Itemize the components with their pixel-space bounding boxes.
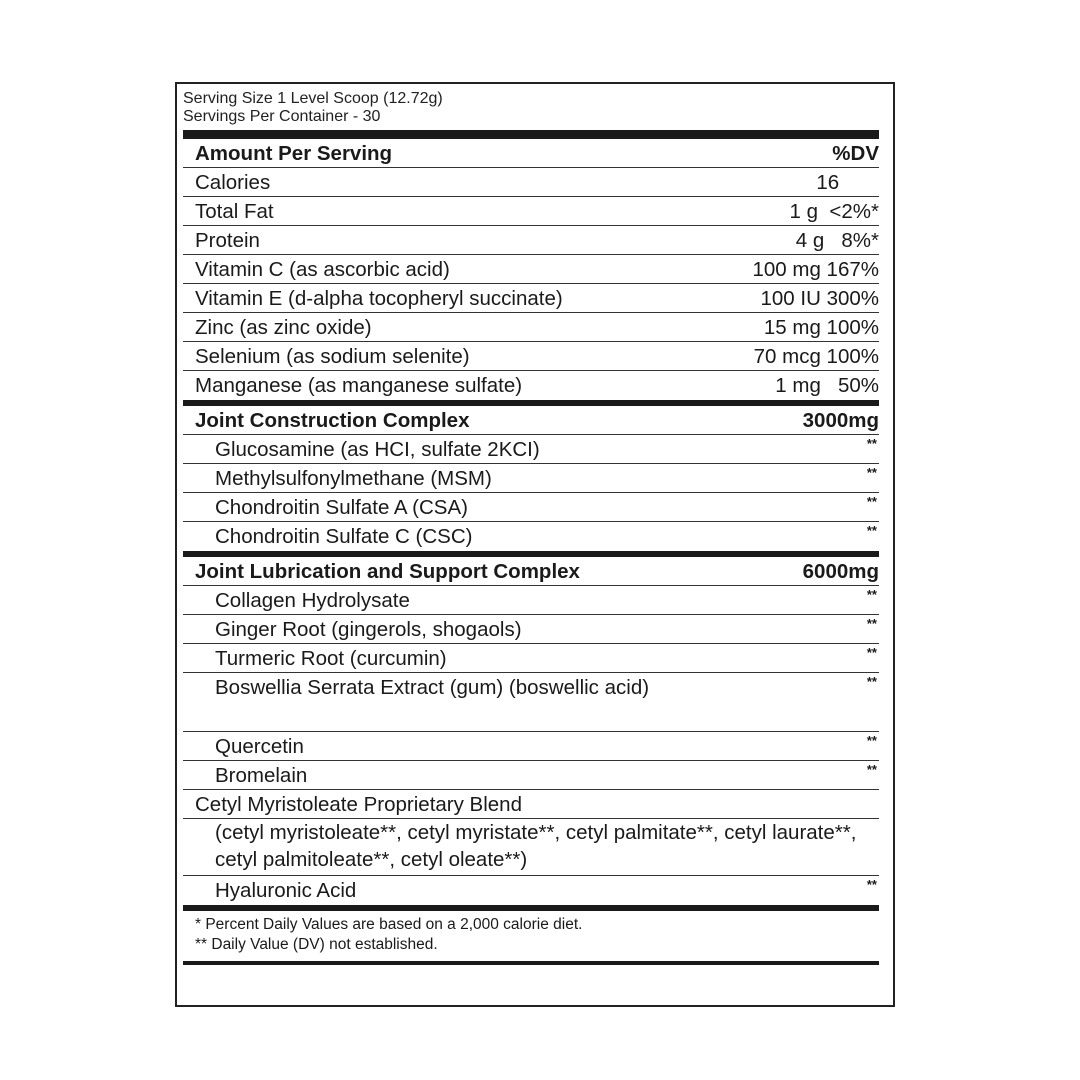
- dv-footnote: * Percent Daily Values are based on a 2,000 calorie diet.: [195, 916, 583, 933]
- ingredient-dv: **: [866, 877, 877, 892]
- nutrient-row: [183, 284, 879, 313]
- ingredient-row: [183, 586, 879, 615]
- ingredient-dv: **: [866, 436, 877, 451]
- amount-header-row: [183, 139, 879, 168]
- nutrient-name: Vitamin C (as ascorbic acid): [195, 258, 450, 281]
- supplement-facts-panel: [175, 82, 895, 1007]
- ingredient-row: [183, 522, 879, 551]
- cetyl-blend-detail: (cetyl myristoleate**, cetyl myristate**, cetyl palmitate**, cetyl laurate**, cetyl palmitoleate**, cetyl oleate**): [183, 819, 879, 876]
- nutrient-amount: 70 mcg 100%: [753, 345, 879, 368]
- nutrient-amount: 4 g 8%*: [795, 229, 879, 252]
- ingredient-row: [183, 673, 879, 732]
- ingredient-row: [183, 615, 879, 644]
- nutrient-row: [183, 313, 879, 342]
- ingredient-name: Bromelain: [215, 764, 308, 787]
- ingredient-dv: **: [866, 733, 877, 748]
- nutrient-row: [183, 255, 879, 284]
- ingredient-row: [183, 464, 879, 493]
- nutrient-row: [183, 342, 879, 371]
- ingredient-dv: **: [866, 762, 877, 777]
- nutrient-row: [183, 197, 879, 226]
- nutrient-row: [183, 371, 879, 400]
- complex-amount: 3000mg: [802, 409, 879, 432]
- ingredient-dv: **: [866, 587, 877, 602]
- nutrient-amount: 15 mg 100%: [763, 316, 879, 339]
- nutrient-amount: 1 g <2%*: [789, 200, 879, 223]
- ingredient-name: Chondroitin Sulfate C (CSC): [215, 525, 473, 548]
- ingredient-row: [183, 493, 879, 522]
- ingredient-name: Boswellia Serrata Extract (gum) (boswellic acid): [215, 676, 650, 699]
- ingredient-dv: **: [866, 494, 877, 509]
- nutrient-name: Manganese (as manganese sulfate): [195, 374, 523, 397]
- serving-size: Serving Size 1 Level Scoop (12.72g): [183, 90, 443, 107]
- ingredient-name: Hyaluronic Acid: [215, 879, 357, 902]
- ingredient-name: Collagen Hydrolysate: [215, 589, 410, 612]
- dv-header-label: %DV: [832, 142, 879, 165]
- ingredient-row: [183, 732, 879, 761]
- nutrient-amount: 16: [816, 171, 879, 194]
- cetyl-blend-title: Cetyl Myristoleate Proprietary Blend: [183, 790, 879, 819]
- divider-thick: [183, 130, 879, 139]
- ingredient-name: Quercetin: [215, 735, 304, 758]
- nutrient-name: Vitamin E (d-alpha tocopheryl succinate): [195, 287, 563, 310]
- divider-bottom: [183, 961, 879, 965]
- nutrient-name: Calories: [195, 171, 271, 194]
- joint-construction-header: [183, 406, 879, 435]
- ingredient-dv: **: [866, 465, 877, 480]
- ingredient-row: [183, 761, 879, 790]
- ingredient-name: Chondroitin Sulfate A (CSA): [215, 496, 468, 519]
- nutrient-name: Protein: [195, 229, 260, 252]
- ingredient-row: [183, 435, 879, 464]
- complex-amount: 6000mg: [802, 560, 879, 583]
- servings-per-container: Servings Per Container - 30: [183, 108, 381, 125]
- ingredient-row: [183, 876, 879, 905]
- footnotes: [183, 911, 879, 955]
- ingredient-name: Glucosamine (as HCI, sulfate 2KCI): [215, 438, 540, 461]
- complex-title: Joint Lubrication and Support Complex: [195, 560, 580, 583]
- nutrient-amount: 1 mg 50%: [775, 374, 879, 397]
- ingredient-name: Turmeric Root (curcumin): [215, 647, 447, 670]
- ingredient-dv: **: [866, 616, 877, 631]
- label-content: [183, 90, 879, 1005]
- nutrient-row: [183, 168, 879, 197]
- amount-per-serving-label: Amount Per Serving: [195, 142, 393, 165]
- nutrient-amount: 100 mg 167%: [752, 258, 879, 281]
- ingredient-name: Methylsulfonylmethane (MSM): [215, 467, 492, 490]
- not-established-footnote: ** Daily Value (DV) not established.: [195, 936, 438, 953]
- ingredient-row: [183, 644, 879, 673]
- nutrient-name: Zinc (as zinc oxide): [195, 316, 372, 339]
- joint-lubrication-header: [183, 557, 879, 586]
- nutrient-row: [183, 226, 879, 255]
- nutrient-name: Selenium (as sodium selenite): [195, 345, 470, 368]
- ingredient-dv: **: [866, 523, 877, 538]
- ingredient-dv: **: [866, 645, 877, 660]
- complex-title: Joint Construction Complex: [195, 409, 470, 432]
- ingredient-name: Ginger Root (gingerols, shogaols): [215, 618, 522, 641]
- nutrient-name: Total Fat: [195, 200, 274, 223]
- ingredient-dv: **: [866, 674, 877, 689]
- nutrient-amount: 100 IU 300%: [760, 287, 879, 310]
